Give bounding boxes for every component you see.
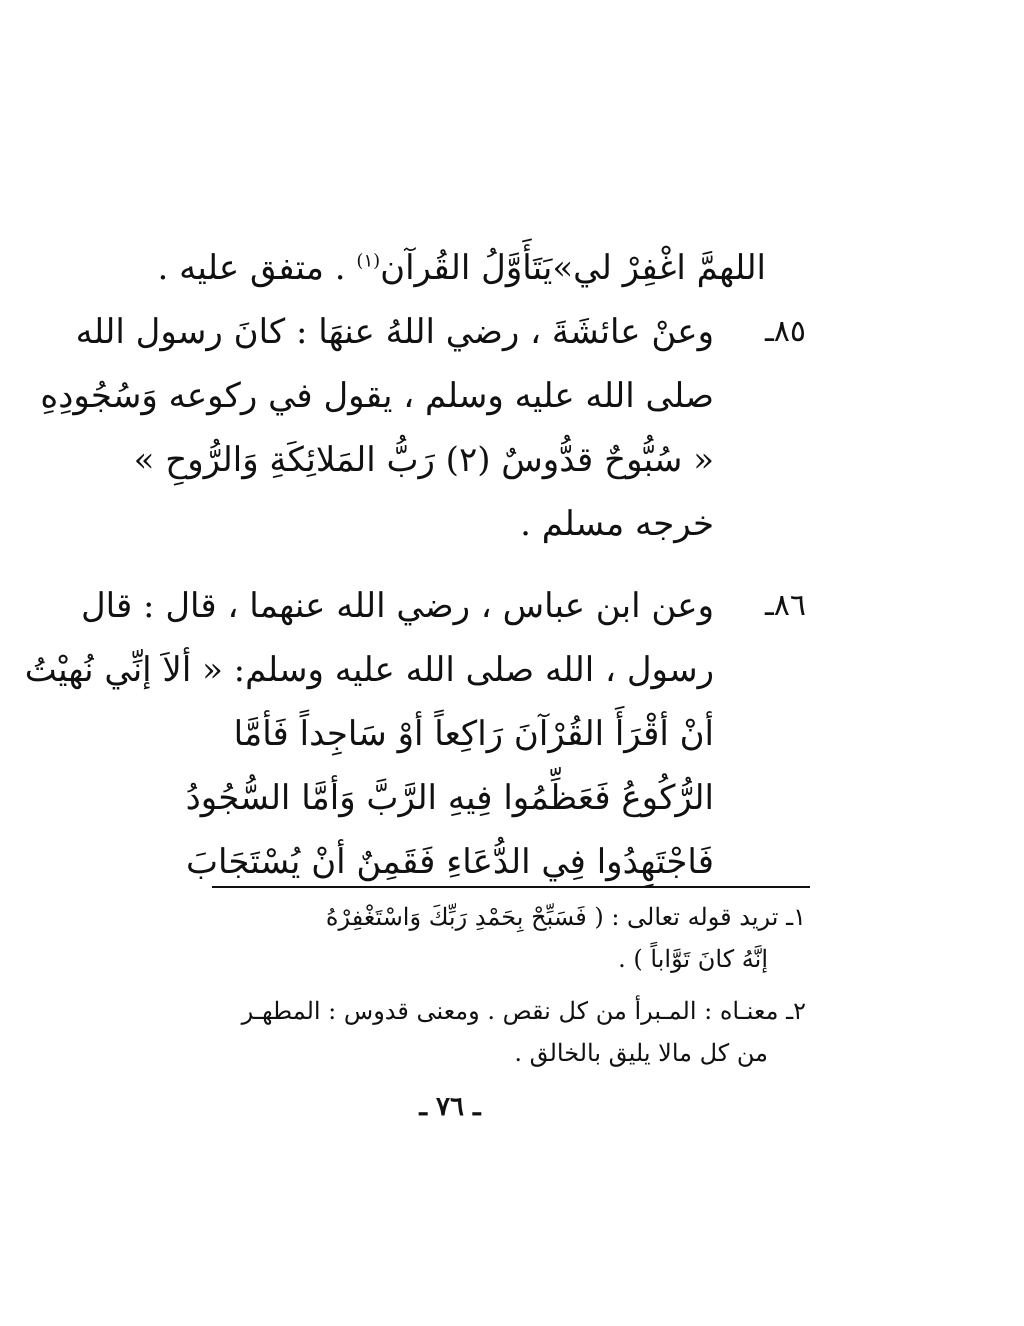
footnote-1 [206, 896, 806, 980]
text-segment: اللهمَّ اغْفِرْ لي»يَتَأَوَّلُ القُرآن [380, 248, 766, 288]
entry-first-line [80, 574, 806, 638]
footnote-line: إنَّهُ كانَ تَوَّاباً ) . [618, 945, 768, 973]
footnote-divider [212, 886, 810, 888]
entry-line: « سُبُّوحٌ قدُّوسٌ (٢) رَبُّ المَلائِكَةِ وَالرُّوحِ » [133, 440, 714, 480]
entry-line: رسول ، الله صلى الله عليه وسلم: « ألاَ إنِّي نُهيْتُ [24, 650, 714, 690]
hadith-entry-86 [24, 574, 806, 894]
entry-line: أنْ أقْرَأَ القُرْآنَ رَاكِعاً أوْ سَاجِداً فَأمَّا [233, 714, 714, 754]
entry-number: ٨٦ـ [764, 588, 806, 623]
text-segment: . متفق عليه . [157, 248, 357, 288]
hadith-entry-85 [40, 300, 806, 556]
footnote-line: ٢ـ معنـاه : المـبرأ من كل نقص . ومعنى قدوس : المطهـر [241, 997, 806, 1025]
main-text [24, 236, 806, 894]
footnote-2 [206, 990, 806, 1074]
entry-first-line [75, 300, 806, 364]
footnote-ref-1: (١) [356, 250, 381, 272]
entry-number: ٨٥ـ [764, 314, 806, 349]
entry-text: وعنْ عائشَةَ ، رضي اللهُ عنهَا : كانَ رسول الله [75, 312, 714, 352]
entry-text: وعن ابن عباس ، رضي الله عنهما ، قال : قال [80, 586, 714, 626]
footnote-line: ١ـ تريد قوله تعالى : ( فَسَبِّحْ بِحَمْدِ رَبِّكَ وَاسْتَغْفِرْهُ [325, 903, 806, 931]
entry-line: الرُّكُوعُ فَعَظِّمُوا فِيهِ الرَّبَّ وَأمَّا السُّجُودُ [185, 778, 714, 818]
entry-line: صلى الله عليه وسلم ، يقول في ركوعه وَسُجُودِهِ [40, 376, 714, 416]
entry-line: فَاجْتَهِدُوا فِي الدُّعَاءِ فَقَمِنٌ أنْ يُسْتَجَابَ [186, 842, 714, 882]
footnotes [206, 896, 806, 1084]
page-number: ـ ٧٦ ـ [419, 1092, 481, 1122]
entry-line: خرجه مسلم . [520, 504, 714, 544]
footnote-line: من كل مالا يليق بالخالق . [514, 1039, 768, 1067]
continuation-line [157, 236, 806, 300]
